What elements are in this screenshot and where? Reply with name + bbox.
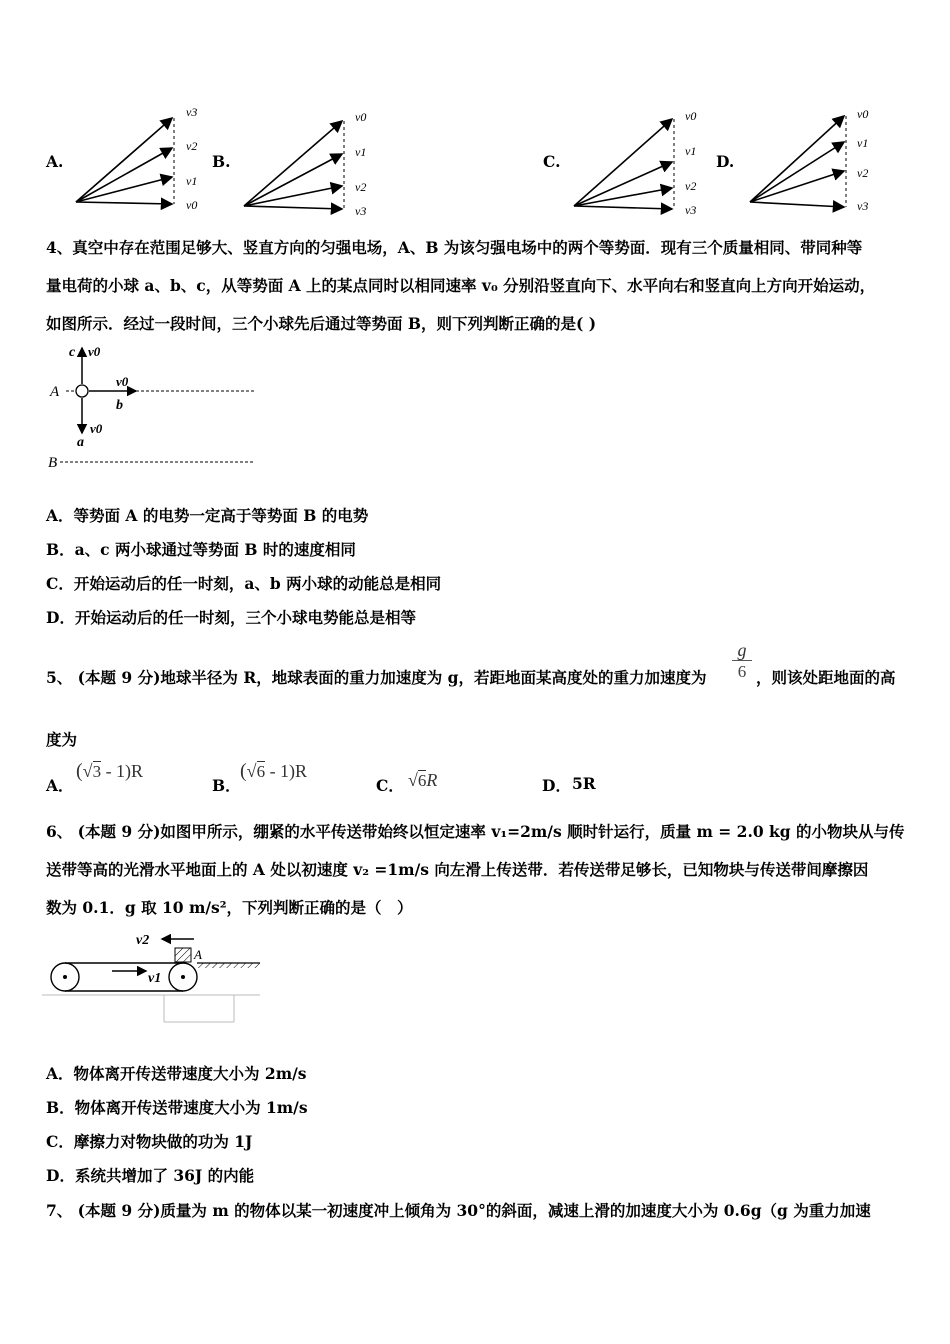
q6-option: C．摩擦力对物块做的功为 1J (46, 1132, 253, 1151)
q6-option: B．物体离开传送带速度大小为 1m/s (46, 1098, 308, 1117)
fraction-denominator: 6 (732, 660, 752, 683)
label-v0-right: v0 (116, 374, 129, 389)
vector-label: v0 (685, 109, 697, 123)
q3-option-b-label: B. (212, 152, 231, 171)
sqrt-symbol: √ (408, 770, 418, 790)
vector-label: v3 (685, 203, 697, 217)
vector-arrow (244, 206, 342, 209)
vector-label: v1 (186, 174, 198, 188)
q5-option-c-expr: √6R (408, 770, 438, 790)
vector-label: v2 (186, 139, 198, 153)
vector-label: v2 (857, 166, 869, 180)
vector-label: v3 (355, 204, 367, 218)
q4-stem-line: 4、真空中存在范围足够大、竖直方向的匀强电场，A、B 为该匀强电场中的两个等势面．现有三个质量相同、带同种等 (46, 238, 863, 257)
q4-option: B．a、c 两小球通过等势面 B 时的速度相同 (46, 540, 356, 559)
q6-stem-line: 数为 0.1．g 取 10 m/s²，下列判断正确的是（ ） (46, 898, 413, 917)
fraction-numerator: g (737, 640, 747, 660)
q5-option-c-label: C． (376, 776, 404, 795)
label-b: b (116, 398, 123, 413)
vector-arrow (244, 121, 342, 206)
q4-option: A．等势面 A 的电势一定高于等势面 B 的电势 (46, 506, 369, 525)
label-c: c (69, 345, 76, 360)
vector-label: v0 (186, 198, 198, 212)
q5-option-b-expr: (√6 - 1)R (240, 760, 308, 782)
vector-arrow (750, 142, 844, 202)
vector-label: v1 (857, 136, 869, 150)
label-v1: v1 (148, 971, 162, 986)
q4-option: D．开始运动后的任一时刻，三个小球电势能总是相等 (46, 608, 416, 627)
vector-label: v0 (857, 107, 869, 121)
vector-arrow (574, 162, 672, 206)
pulley-axle (181, 975, 185, 979)
pulley-axle (63, 975, 67, 979)
q5-stem-line-end: ，则该处距地面的高 (756, 668, 896, 687)
vector-label: v1 (355, 145, 367, 159)
q6-stem-line: 送带等高的光滑水平地面上的 A 处以初速度 v₂ =1m/s 向左滑上传送带．若传送带足够长，已知物块与传送带间摩擦因 (46, 860, 869, 879)
q5-fraction (732, 640, 752, 683)
q3-option-d-label: D. (716, 152, 735, 171)
label-A: A (194, 947, 202, 962)
label-v2: v2 (136, 933, 150, 948)
q5-stem-line: 度为 (46, 730, 78, 749)
q4-stem-line: 如图所示．经过一段时间，三个小球先后通过等势面 B，则下列判断正确的是( ) (46, 314, 597, 333)
q6-stem-line: 6、 (本题 9 分)如图甲所示，绷紧的水平传送带始终以恒定速率 v₁=2m/s 顺时针运行，质量 m = 2.0 kg 的小物块从与传 (46, 822, 905, 841)
vector-arrow (244, 154, 342, 206)
vector-arrow (750, 116, 844, 202)
q4-stem-line: 量电荷的小球 a、b、c，从等势面 A 上的某点同时以相同速率 v₀ 分别沿竖直向下、水平向右和竖直向上方向开始运动， (46, 276, 876, 295)
q3-option-b-diagram (238, 104, 378, 219)
vector-arrow (574, 206, 672, 209)
q6-conveyor-figure (42, 926, 264, 1026)
vector-arrow (244, 186, 342, 206)
q3-option-a-diagram (70, 100, 210, 215)
q6-option: A．物体离开传送带速度大小为 2m/s (46, 1064, 307, 1083)
label-A: A (50, 384, 60, 400)
q4-option: C．开始运动后的任一时刻，a、b 两小球的动能总是相同 (46, 574, 442, 593)
q5-option-a-label: A． (46, 776, 74, 795)
vector-arrow (750, 171, 844, 202)
q3-option-d-diagram (744, 104, 884, 219)
vector-label: v0 (355, 110, 367, 124)
vector-label: v1 (685, 144, 697, 158)
q5-option-b-label: B． (212, 776, 241, 795)
q5-option-d-label: D． (542, 776, 571, 795)
ball-origin (76, 385, 88, 397)
vector-arrow (76, 148, 172, 202)
vector-label: v2 (355, 180, 367, 194)
ground-hatch (197, 963, 260, 968)
q6-option: D．系统共增加了 36J 的内能 (46, 1166, 255, 1185)
vector-arrow (76, 202, 172, 204)
q5-option-d-value: 5R (572, 774, 596, 793)
vector-arrow (750, 202, 844, 207)
vector-arrow (574, 188, 672, 206)
q7-stem-line: 7、 (本题 9 分)质量为 m 的物体以某一初速度冲上倾角为 30°的斜面，减速上滑的加速度大小为 0.6g（g 为重力加速 (46, 1201, 871, 1220)
label-v0-up: v0 (88, 344, 101, 359)
vector-label: v3 (857, 199, 869, 213)
q3-option-c-diagram (568, 104, 708, 219)
vector-label: v3 (186, 105, 198, 119)
vector-arrow (574, 119, 672, 206)
label-a: a (77, 435, 84, 450)
sqrt-symbol: √ (82, 761, 93, 781)
q5-option-a-expr: (√3 - 1)R (76, 760, 144, 782)
block-A (175, 948, 191, 962)
q4-figure (44, 338, 264, 473)
vector-label: v2 (685, 179, 697, 193)
label-v0-down: v0 (90, 421, 103, 436)
sqrt-symbol: √ (246, 761, 257, 781)
q5-stem-line: 5、 (本题 9 分)地球半径为 R，地球表面的重力加速度为 g，若距地面某高度处的重力加速度为 (46, 668, 707, 687)
label-B: B (48, 455, 58, 471)
q3-option-c-label: C. (543, 152, 561, 171)
q3-option-a-label: A. (46, 152, 64, 171)
